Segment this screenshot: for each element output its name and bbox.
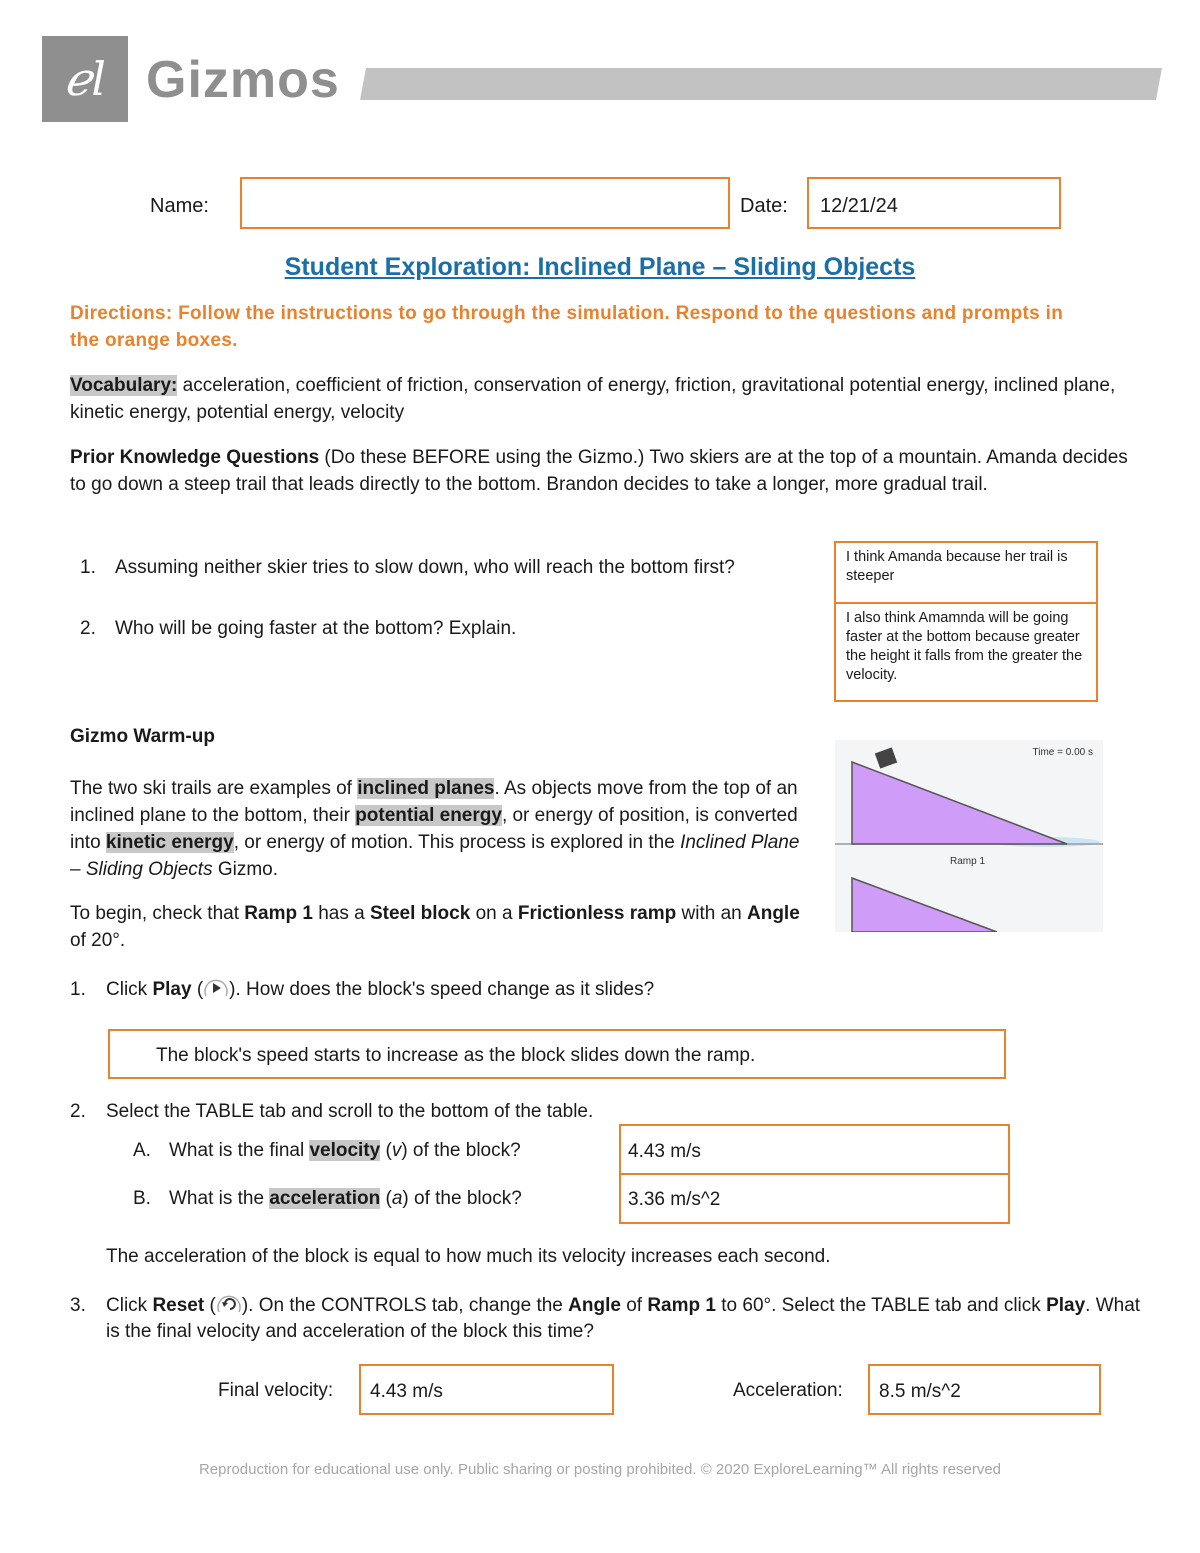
sim-time-readout: Time = 0.00 s [1032, 747, 1093, 758]
prior-q1-number: 1. [80, 557, 96, 578]
warmup-text: , or energy of motion. This process is explored in the [233, 832, 681, 853]
warmup-paragraph-1 [70, 775, 800, 883]
date-label: Date: [740, 195, 788, 217]
term-potential-energy: potential energy [355, 805, 502, 826]
step-2a-answer-box[interactable] [619, 1124, 1010, 1175]
date-field[interactable] [807, 177, 1061, 229]
step-2b-letter: B. [133, 1188, 151, 1209]
page-title: Student Exploration: Inclined Plane – Sliding Objects [284, 253, 916, 281]
term-velocity: velocity [309, 1140, 381, 1161]
date-value: 12/21/24 [820, 195, 898, 217]
warmup-text: Gizmo. [212, 859, 279, 880]
warmup-heading: Gizmo Warm-up [70, 726, 215, 747]
name-label: Name: [150, 195, 209, 217]
prior-knowledge-label: Prior Knowledge Questions [70, 447, 320, 468]
step-2a-letter: A. [133, 1140, 151, 1161]
simulation-screenshot [835, 740, 1103, 932]
ramp-1-term: Ramp 1 [244, 903, 313, 924]
warmup-text: . As objects move from the top of an inclined plane to the bottom, their [70, 778, 798, 826]
acceleration-note: The acceleration of the block is equal to how much its velocity increases each second. [106, 1246, 831, 1267]
step-1-answer-box[interactable] [108, 1029, 1006, 1079]
symbol-a: a [391, 1188, 403, 1209]
prior-q1-answer: I think Amanda because her trail is steeper [846, 549, 1068, 584]
step-text: ). How does the block's speed change as it slides? [229, 979, 655, 1000]
step-2-number: 2. [70, 1101, 86, 1122]
directions-text: Directions: Follow the instructions to go through the simulation. Respond to the questions and prompts in the orange boxes. [70, 303, 1064, 351]
step-2a-answer: 4.43 m/s [628, 1141, 701, 1162]
warmup-text: To begin, check that [70, 903, 245, 924]
acceleration-answer-box[interactable] [868, 1364, 1101, 1415]
symbol-v: v [391, 1140, 402, 1161]
warmup-text: , or energy of position, is converted into [70, 805, 798, 853]
step-2-text: Select the TABLE tab and scroll to the bottom of the table. [106, 1101, 594, 1122]
step-text: ) of the block? [401, 1140, 521, 1161]
explorelearning-logo-icon: ℯl [64, 52, 106, 106]
term-acceleration: acceleration [269, 1188, 381, 1209]
play-icon [203, 977, 229, 999]
angle-term: Angle [747, 903, 800, 924]
final-velocity-answer: 4.43 m/s [370, 1381, 443, 1402]
final-velocity-label: Final velocity: [218, 1380, 334, 1401]
acceleration-label: Acceleration: [733, 1380, 843, 1401]
prior-knowledge-paragraph [70, 444, 1130, 498]
warmup-text: The two ski trails are examples of [70, 778, 358, 799]
reset-term: Reset [152, 1295, 205, 1316]
acceleration-answer: 8.5 m/s^2 [879, 1381, 961, 1402]
step-3-number: 3. [70, 1295, 86, 1316]
header-bar [360, 68, 1162, 100]
step-text: to 60°. Select the TABLE tab and click [715, 1295, 1047, 1316]
step-text: ) of the block? [402, 1188, 522, 1209]
steel-block-term: Steel block [369, 903, 471, 924]
warmup-text: has a [312, 903, 370, 924]
step-text: ( [380, 1188, 392, 1209]
angle-term: Angle [568, 1295, 621, 1316]
prior-knowledge-text: (Do these BEFORE using the Gizmo.) Two skiers are at the top of a mountain. Amanda decides to go down a steep trail that leads directly to the bottom. Brandon decides to take a longer, more gradual trail. [70, 447, 1128, 495]
step-2b-answer: 3.36 m/s^2 [628, 1189, 721, 1210]
step-text: Click [106, 1295, 153, 1316]
step-2a-text [169, 1138, 609, 1164]
step-text: ( [204, 1295, 216, 1316]
vocabulary-paragraph [70, 372, 1140, 426]
reset-icon [216, 1293, 242, 1315]
final-velocity-answer-box[interactable] [359, 1364, 614, 1415]
prior-q1-text: Assuming neither skier tries to slow down, who will reach the bottom first? [115, 557, 735, 578]
step-1-number: 1. [70, 979, 86, 1000]
step-2b-text [169, 1186, 609, 1212]
step-1-text [106, 977, 1106, 1003]
step-text: Click [106, 979, 153, 1000]
term-kinetic-energy: kinetic energy [105, 832, 234, 853]
prior-q1-answer-box[interactable] [834, 541, 1098, 604]
step-text: ). On the CONTROLS tab, change the [241, 1295, 569, 1316]
step-1-answer: The block's speed starts to increase as the block slides down the ramp. [156, 1045, 756, 1066]
step-2b-answer-box[interactable] [619, 1173, 1010, 1224]
warmup-text: with an [676, 903, 747, 924]
play-term: Play [1046, 1295, 1086, 1316]
name-field[interactable] [240, 177, 730, 229]
frictionless-ramp-term: Frictionless ramp [517, 903, 677, 924]
step-text: ( [380, 1140, 392, 1161]
step-text: What is the final [169, 1140, 310, 1161]
warmup-text: on a [470, 903, 518, 924]
step-text: What is the [169, 1188, 270, 1209]
sim-ramp-label: Ramp 1 [950, 856, 986, 867]
prior-q2-answer-box[interactable] [834, 602, 1098, 702]
term-inclined-planes: inclined planes [357, 778, 495, 799]
warmup-paragraph-2 [70, 900, 800, 954]
step-text: of [620, 1295, 648, 1316]
step-text: . What is the final velocity and acceleration of the block this time? [106, 1295, 1141, 1342]
prior-q2-answer: I also think Amamnda will be going faster at the bottom because greater the height it falls from the greater the velocity. [846, 610, 1083, 683]
vocabulary-terms: acceleration, coefficient of friction, conservation of energy, friction, gravitational potential energy, inclined plane, kinetic energy, potential energy, velocity [70, 375, 1116, 423]
brand-name: Gizmos [146, 51, 340, 109]
gizmo-name: Inclined Plane – Sliding Objects [70, 832, 800, 880]
prior-q2-text: Who will be going faster at the bottom? Explain. [115, 618, 517, 639]
footer-copyright: Reproduction for educational use only. Public sharing or posting prohibited. © 2020 ExploreLearning™ All rights reserved [198, 1461, 1002, 1478]
ramp-1-term: Ramp 1 [647, 1295, 716, 1316]
inclined-plane-illustration [835, 740, 1103, 932]
play-term: Play [152, 979, 192, 1000]
step-3-text [106, 1293, 1146, 1345]
vocabulary-label: Vocabulary: [70, 375, 178, 396]
prior-q2-number: 2. [80, 618, 96, 639]
warmup-text: of 20°. [70, 930, 126, 951]
step-text: ( [191, 979, 204, 1000]
